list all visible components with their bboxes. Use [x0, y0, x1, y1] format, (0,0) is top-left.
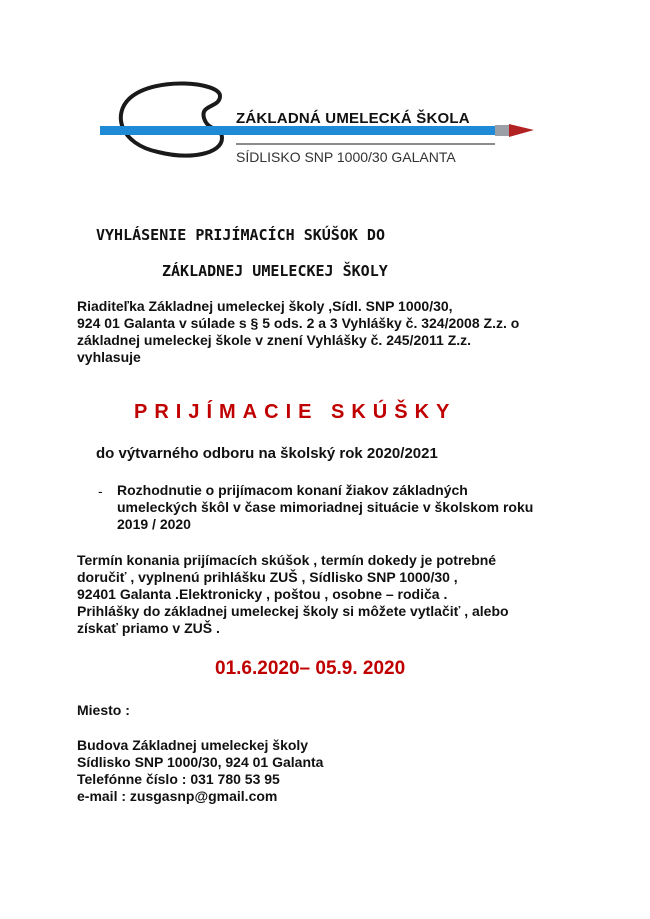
intro-line-1: Riaditeľka Základnej umeleckej školy ,Sídl. SNP 1000/30,: [77, 298, 453, 314]
address-phone: Telefónne číslo : 031 780 53 95: [77, 771, 280, 787]
terms-line-3: 92401 Galanta .Elektronicky , poštou , osobne – rodiča .: [77, 586, 448, 602]
bullet-marker: -: [98, 483, 103, 499]
terms-line-5: získať priamo v ZUŠ .: [77, 620, 220, 636]
exams-title: PRIJÍMACIE SKÚŠKY: [134, 401, 457, 423]
palette-outline-icon: [121, 83, 222, 155]
address-email: e-mail : zusgasnp@gmail.com: [77, 788, 278, 804]
page-title-line-2: ZÁKLADNEJ UMELECKEJ ŠKOLY: [162, 262, 388, 280]
terms-line-2: doručiť , vyplnenú prihlášku ZUŠ , Sídlisko SNP 1000/30 ,: [77, 569, 458, 585]
address-line-2: Sídlisko SNP 1000/30, 924 01 Galanta: [77, 754, 324, 770]
date-range: 01.6.2020– 05.9. 2020: [215, 658, 406, 679]
bullet-line-2: umeleckých škôl v čase mimoriadnej situácie v školskom roku: [117, 499, 534, 515]
department-line: do výtvarného odboru na školský rok 2020/2021: [96, 445, 438, 462]
address-line-1: Budova Základnej umeleckej školy: [77, 737, 309, 753]
intro-line-2: 924 01 Galanta v súlade s § 5 ods. 2 a 3 Vyhlášky č. 324/2008 Z.z. o: [77, 315, 520, 331]
intro-line-3: základnej umeleckej škole v znení Vyhlášky č. 245/2011 Z.z.: [77, 332, 472, 348]
terms-line-1: Termín konania prijímacích skúšok , termín dokedy je potrebné: [77, 552, 497, 568]
logo-title: ZÁKLADNÁ UMELECKÁ ŠKOLA: [236, 110, 470, 127]
place-label: Miesto :: [77, 702, 130, 718]
page-title-line-1: VYHLÁSENIE PRIJÍMACÍCH SKÚŠOK DO: [96, 226, 385, 244]
intro-line-4: vyhlasuje: [77, 349, 141, 365]
brush-handle-icon: [100, 126, 495, 135]
brush-tip-icon: [509, 124, 534, 137]
bullet-line-3: 2019 / 2020: [117, 516, 191, 532]
terms-line-4: Prihlášky do základnej umeleckej školy si môžete vytlačiť , alebo: [77, 603, 509, 619]
bullet-line-1: Rozhodnutie o prijímacom konaní žiakov základných: [117, 482, 468, 498]
logo-subtitle: SÍDLISKO SNP 1000/30 GALANTA: [236, 149, 456, 165]
brush-ferrule-icon: [495, 125, 509, 136]
